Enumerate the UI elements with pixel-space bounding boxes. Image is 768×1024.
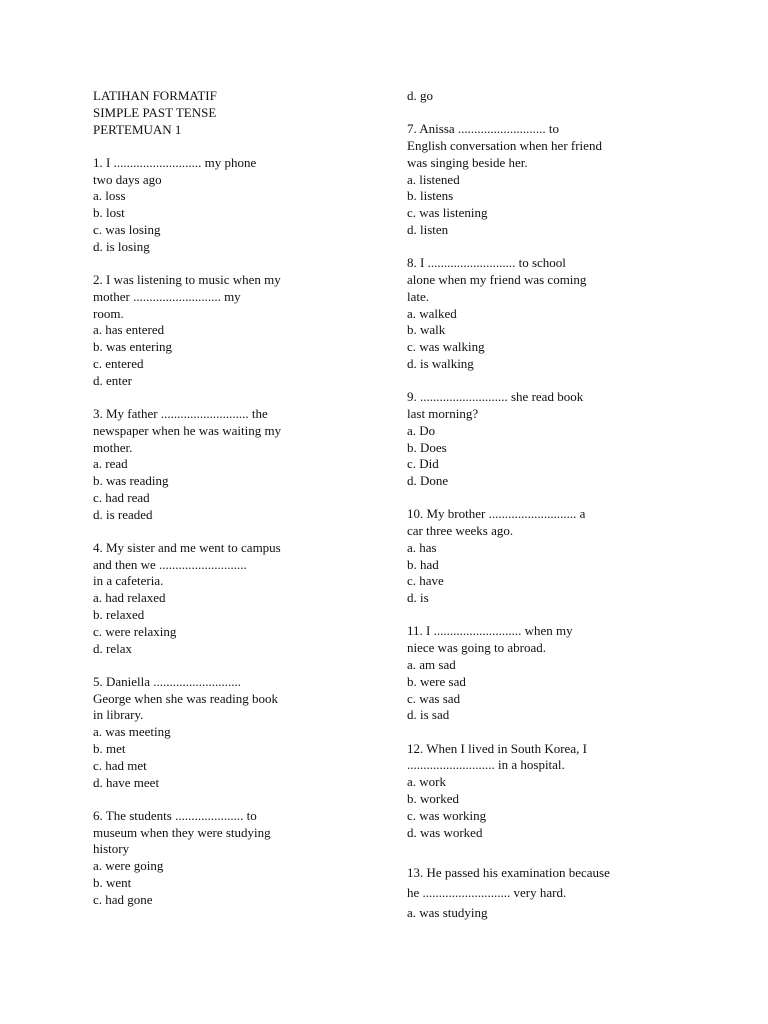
question-text: room.: [93, 305, 124, 321]
right-column: [407, 88, 657, 940]
option-a: a. were going: [93, 858, 164, 874]
question-text: in a cafeteria.: [93, 573, 164, 589]
header-subtitle: SIMPLE PAST TENSE: [93, 104, 217, 120]
question-text: 7. Anissa ........................... to: [407, 121, 560, 137]
question-6-continued: [407, 88, 657, 105]
option-b: b. was entering: [93, 339, 173, 355]
question-text: museum when they were studying: [93, 824, 271, 840]
document-header: [93, 88, 393, 138]
question-8: [407, 255, 657, 373]
option-a: a. Do: [407, 422, 436, 438]
question-text: 10. My brother ........................... a: [407, 506, 586, 522]
option-d: d. is: [407, 590, 429, 606]
question-5: [93, 674, 393, 792]
option-a: a. has entered: [93, 322, 165, 338]
question-text: 9. ........................... she read book: [407, 389, 584, 405]
option-c: c. was working: [407, 807, 487, 823]
option-d: d. is sad: [407, 707, 450, 723]
question-text: niece was going to abroad.: [407, 640, 546, 656]
option-d: d. enter: [93, 372, 132, 388]
option-d: d. listen: [407, 221, 449, 237]
option-b: b. relaxed: [93, 607, 145, 623]
option-c: c. was walking: [407, 339, 485, 355]
option-a: a. has: [407, 539, 437, 555]
option-d: d. was worked: [407, 824, 483, 840]
question-text: late.: [407, 288, 430, 304]
option-c: c. had read: [93, 489, 150, 505]
question-text: 5. Daniella ...........................: [93, 673, 242, 689]
question-text: ........................... in a hospital.: [407, 757, 565, 773]
option-c: c. Did: [407, 456, 439, 472]
option-a: a. was studying: [407, 905, 488, 921]
option-b: b. listens: [407, 188, 454, 204]
option-c: c. was losing: [93, 221, 161, 237]
left-column: [93, 88, 393, 925]
question-text: car three weeks ago.: [407, 523, 514, 539]
question-1: [93, 155, 393, 256]
option-a: a. loss: [93, 188, 126, 204]
option-d: d. go: [407, 88, 433, 103]
option-b: b. lost: [93, 205, 125, 221]
question-4: [93, 540, 393, 658]
option-b: b. worked: [407, 791, 459, 807]
question-text: newspaper when he was waiting my: [93, 422, 282, 438]
option-d: d. Done: [407, 473, 449, 489]
question-text: George when she was reading book: [93, 690, 278, 706]
question-text: English conversation when her friend: [407, 137, 602, 153]
header-session: PERTEMUAN 1: [93, 121, 182, 137]
question-6: [93, 808, 393, 909]
option-a: a. listened: [407, 171, 460, 187]
question-text: 11. I ........................... when my: [407, 623, 573, 639]
option-a: a. walked: [407, 305, 457, 321]
option-a: a. work: [407, 774, 446, 790]
question-text: two days ago: [93, 171, 162, 187]
option-b: b. were sad: [407, 673, 466, 689]
option-d: d. have meet: [93, 774, 160, 790]
option-c: c. had met: [93, 757, 147, 773]
option-d: d. is losing: [93, 238, 150, 254]
question-text: and then we ...........................: [93, 556, 247, 572]
question-text: 8. I ........................... to school: [407, 255, 566, 271]
option-b: b. walk: [407, 322, 446, 338]
question-text: history: [93, 841, 130, 857]
question-text: alone when my friend was coming: [407, 271, 587, 287]
question-10: [407, 506, 657, 607]
question-3: [93, 406, 393, 524]
question-12: [407, 741, 657, 842]
question-text: 4. My sister and me went to campus: [93, 539, 281, 555]
question-text: was singing beside her.: [407, 154, 528, 170]
question-2: [93, 272, 393, 390]
question-9: [407, 389, 657, 490]
option-c: c. entered: [93, 355, 144, 371]
option-a: a. read: [93, 456, 128, 472]
header-title: LATIHAN FORMATIF: [93, 88, 217, 103]
option-d: d. is walking: [407, 355, 474, 371]
question-text: 12. When I lived in South Korea, I: [407, 740, 587, 756]
option-c: c. was sad: [407, 690, 461, 706]
question-text: 1. I ........................... my phone: [93, 154, 257, 170]
option-b: b. was reading: [93, 473, 169, 489]
question-13: [407, 863, 657, 923]
question-text: he ........................... very hard.: [407, 885, 567, 901]
option-c: c. were relaxing: [93, 623, 177, 639]
option-c: c. have: [407, 573, 444, 589]
option-b: b. went: [93, 875, 132, 891]
option-c: c. had gone: [93, 891, 153, 907]
question-text: last morning?: [407, 405, 479, 421]
question-text: 6. The students ..................... to: [93, 807, 257, 823]
question-text: 2. I was listening to music when my: [93, 271, 281, 287]
option-c: c. was listening: [407, 205, 488, 221]
question-text: mother.: [93, 439, 133, 455]
question-text: 3. My father ........................... the: [93, 405, 268, 421]
option-a: a. am sad: [407, 657, 456, 673]
question-7: [407, 121, 657, 239]
question-text: 13. He passed his examination because: [407, 865, 610, 881]
option-b: b. had: [407, 556, 439, 572]
option-b: b. Does: [407, 439, 447, 455]
question-11: [407, 623, 657, 724]
option-b: b. met: [93, 741, 126, 757]
option-a: a. had relaxed: [93, 590, 166, 606]
option-d: d. relax: [93, 640, 132, 656]
question-text: mother ........................... my: [93, 288, 241, 304]
option-a: a. was meeting: [93, 724, 171, 740]
question-text: in library.: [93, 707, 144, 723]
option-d: d. is readed: [93, 506, 153, 522]
